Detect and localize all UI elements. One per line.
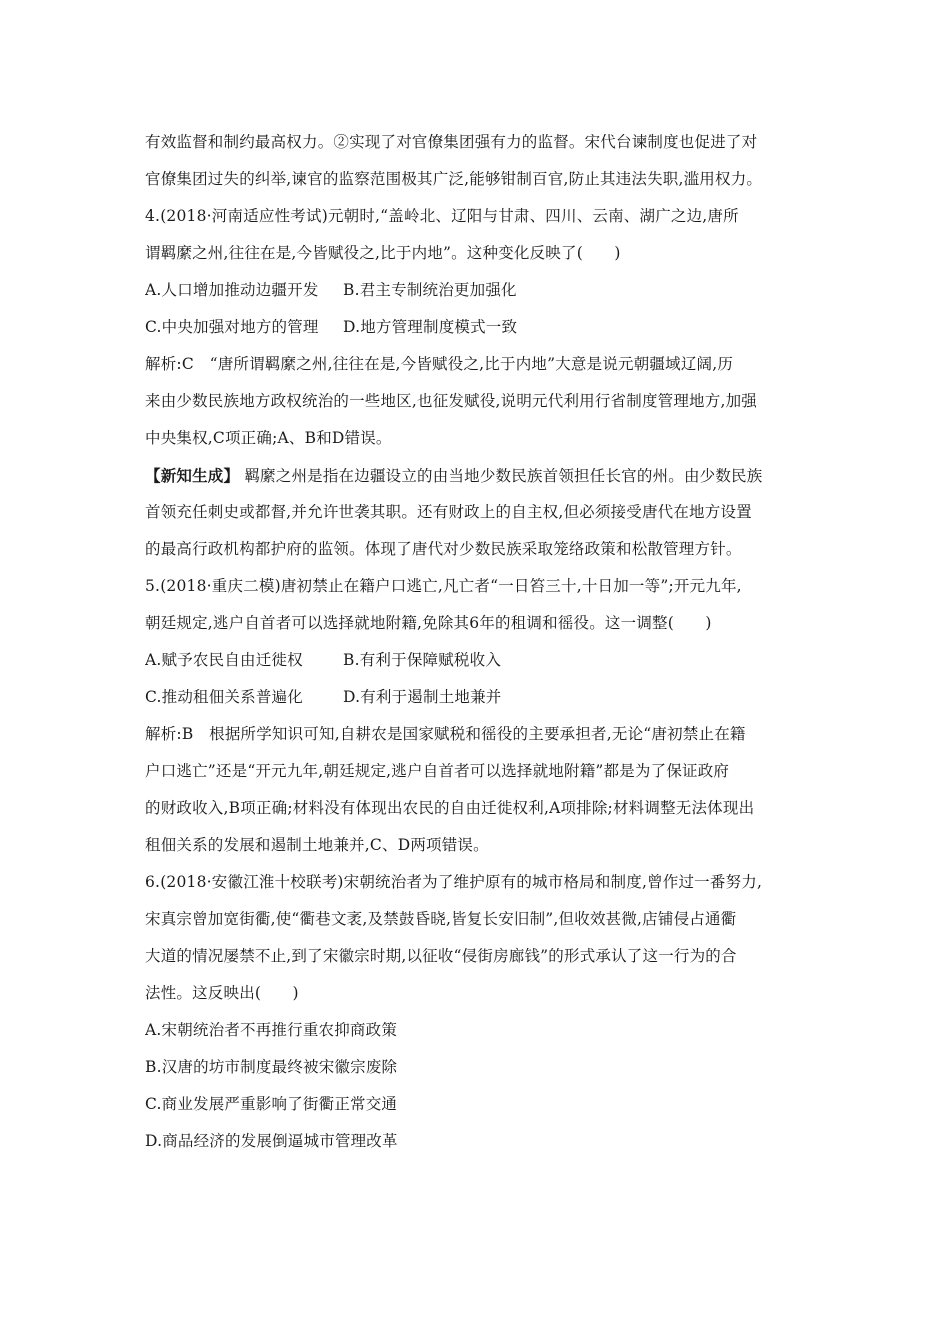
- q4-options-row-1: [145, 272, 815, 309]
- q5-stem-line-1: 5.(2018·重庆二模)唐初禁止在籍户口逃亡,凡亡者“一日笞三十,十日加一等”;开元九年,: [145, 577, 742, 595]
- q5-option-d: D.有利于遏制土地兼并: [343, 688, 502, 706]
- q6-stem-line-4: 法性。这反映出( ): [145, 984, 299, 1002]
- q4-explanation-line-2: 来由少数民族地方政权统治的一些地区,也征发赋役,说明元代利用行省制度管理地方,加强: [145, 392, 757, 410]
- q4-option-c: C.中央加强对地方的管理: [145, 318, 319, 336]
- q4-option-a: A.人口增加推动边疆开发: [145, 281, 319, 299]
- q6-option-d: D.商品经济的发展倒逼城市管理改革: [145, 1132, 398, 1150]
- q5-options-row-1: [145, 642, 815, 679]
- intro-line-2: 官僚集团过失的纠举,谏官的监察范围极其广泛,能够钳制百官,防止其违法失职,滥用权力。: [145, 170, 763, 188]
- q5-explanation-line-4: 租佃关系的发展和遏制土地兼并,C、D两项错误。: [145, 836, 489, 854]
- q6-stem-line-1: 6.(2018·安徽江淮十校联考)宋朝统治者为了维护原有的城市格局和制度,曾作过一番努力,: [145, 873, 763, 891]
- q4-stem-line-2: 谓羁縻之州,往往在是,今皆赋役之,比于内地”。这种变化反映了( ): [145, 244, 621, 262]
- q5-explanation-line-2: 户口逃亡”还是“开元九年,朝廷规定,逃户自首者可以选择就地附籍”都是为了保证政府: [145, 762, 730, 780]
- q6-stem-line-2: 宋真宗曾加宽街衢,使“衢巷文袤,及禁鼓昏晓,皆复长安旧制”,但收效甚微,店铺侵占通衢: [145, 910, 737, 928]
- q5-option-c: C.推动租佃关系普遍化: [145, 688, 303, 706]
- q4-explanation-line-1: 解析:C “唐所谓羁縻之州,往往在是,今皆赋役之,比于内地”大意是说元朝疆域辽阔,历: [145, 355, 734, 373]
- q5-stem-line-2: 朝廷规定,逃户自首者可以选择就地附籍,免除其6年的租调和徭役。这一调整( ): [145, 614, 712, 632]
- q4-explanation-line-3: 中央集权,C项正确;A、B和D错误。: [145, 429, 392, 447]
- q4-stem-line-1: 4.(2018·河南适应性考试)元朝时,“盖岭北、辽阳与甘肃、四川、云南、湖广之边,唐所: [145, 207, 739, 225]
- q6-stem-line-3: 大道的情况屡禁不止,到了宋徽宗时期,以征收“侵街房廊钱”的形式承认了这一行为的合: [145, 947, 737, 965]
- q4-note-line-1: [145, 457, 815, 494]
- q5-explanation-line-1: 解析:B 根据所学知识可知,自耕农是国家赋税和徭役的主要承担者,无论“唐初禁止在籍: [145, 725, 746, 743]
- document-page: [145, 124, 815, 1160]
- q5-option-a: A.赋予农民自由迁徙权: [145, 651, 303, 669]
- q4-note-text-1: 羁縻之州是指在边疆设立的由当地少数民族首领担任长官的州。由少数民族: [244, 467, 763, 485]
- q5-explanation-line-3: 的财政收入,B项正确;材料没有体现出农民的自由迁徙权利,A项排除;材料调整无法体现出: [145, 799, 755, 817]
- intro-line-1: 有效监督和制约最高权力。②实现了对官僚集团强有力的监督。宋代台谏制度也促进了对: [145, 133, 758, 151]
- q6-option-a: A.宋朝统治者不再推行重农抑商政策: [145, 1021, 398, 1039]
- q5-options-row-2: [145, 679, 815, 716]
- q4-option-b: B.君主专制统治更加强化: [343, 281, 517, 299]
- q4-note-title: 【新知生成】: [145, 466, 240, 485]
- q4-note-line-3: 的最高行政机构都护府的监领。体现了唐代对少数民族采取笼络政策和松散管理方针。: [145, 540, 742, 558]
- q5-option-b: B.有利于保障赋税收入: [343, 651, 502, 669]
- q6-option-c: C.商业发展严重影响了街衢正常交通: [145, 1095, 398, 1113]
- q6-option-b: B.汉唐的坊市制度最终被宋徽宗废除: [145, 1058, 398, 1076]
- q4-options-row-2: [145, 309, 815, 346]
- q4-note-line-2: 首领充任刺史或都督,并允许世袭其职。还有财政上的自主权,但必须接受唐代在地方设置: [145, 503, 752, 521]
- q4-option-d: D.地方管理制度模式一致: [343, 318, 518, 336]
